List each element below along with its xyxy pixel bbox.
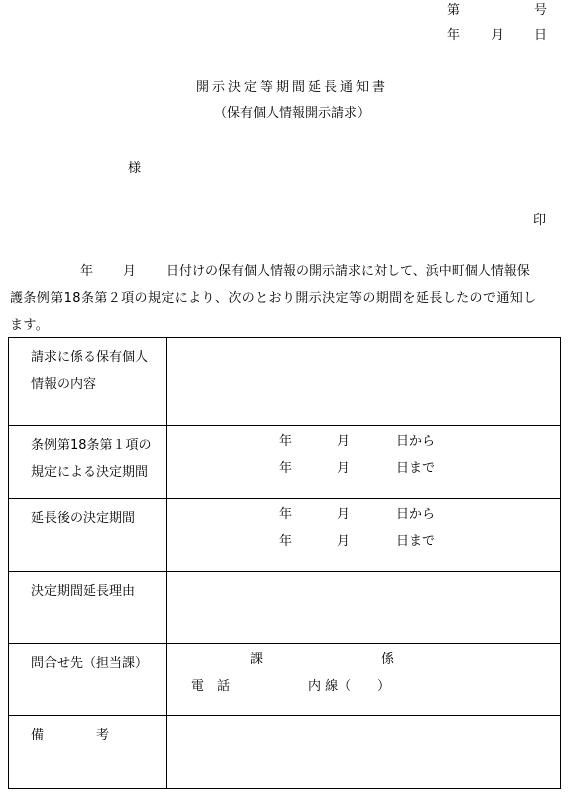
seal-mark: 印 <box>533 213 547 228</box>
page-subtitle: （保有個人情報開示請求） <box>213 106 370 121</box>
document-number-prefix: 第 <box>447 3 461 18</box>
table-row <box>9 426 561 499</box>
request-content-label: 請求に係る保有個人 情報の内容 <box>9 338 167 426</box>
table-row <box>9 499 561 572</box>
table-row <box>9 644 561 716</box>
contact-section-unit: 課 <box>250 652 264 667</box>
contact-label: 問合せ先（担当課） <box>9 644 167 716</box>
body-line-3: ます。 <box>10 318 50 333</box>
request-content-field[interactable] <box>167 338 561 426</box>
extended-period-field[interactable]: 年 月 日から 年 月 日まで <box>167 499 561 572</box>
date-month-label: 月 <box>491 28 505 43</box>
date-year-label: 年 <box>447 28 461 43</box>
document-number-suffix: 号 <box>534 3 548 18</box>
body-year: 年 <box>80 264 94 279</box>
extension-notice-table <box>8 337 561 789</box>
contact-extension-label: 内 線（ ） <box>308 679 391 694</box>
remarks-label: 備 考 <box>9 716 167 789</box>
body-line-1-text: 日付けの保有個人情報の開示請求に対して、浜中町個人情報保 <box>166 264 530 279</box>
body-line-1 <box>80 265 530 278</box>
body-line-2: 護条例第18条第２項の規定により、次のとおり開示決定等の期間を延長したので通知し <box>10 291 537 306</box>
page-title: 開示決定等期間延長通知書 <box>195 80 388 95</box>
table-row <box>9 572 561 644</box>
original-period-field[interactable]: 年 月 日から 年 月 日まで <box>167 426 561 499</box>
addressee-suffix: 様 <box>128 161 142 176</box>
table-row <box>9 338 561 426</box>
remarks-field[interactable] <box>167 716 561 789</box>
contact-phone-label: 電 話 <box>191 679 231 694</box>
date-day-label: 日 <box>534 28 548 43</box>
extension-reason-field[interactable] <box>167 572 561 644</box>
table-row <box>9 716 561 789</box>
extension-reason-label: 決定期間延長理由 <box>9 572 167 644</box>
contact-subsection-unit: 係 <box>381 652 395 667</box>
extended-period-label: 延長後の決定期間 <box>9 499 167 572</box>
body-month: 月 <box>123 264 137 279</box>
original-period-label: 条例第18条第１項の 規定による決定期間 <box>9 426 167 499</box>
